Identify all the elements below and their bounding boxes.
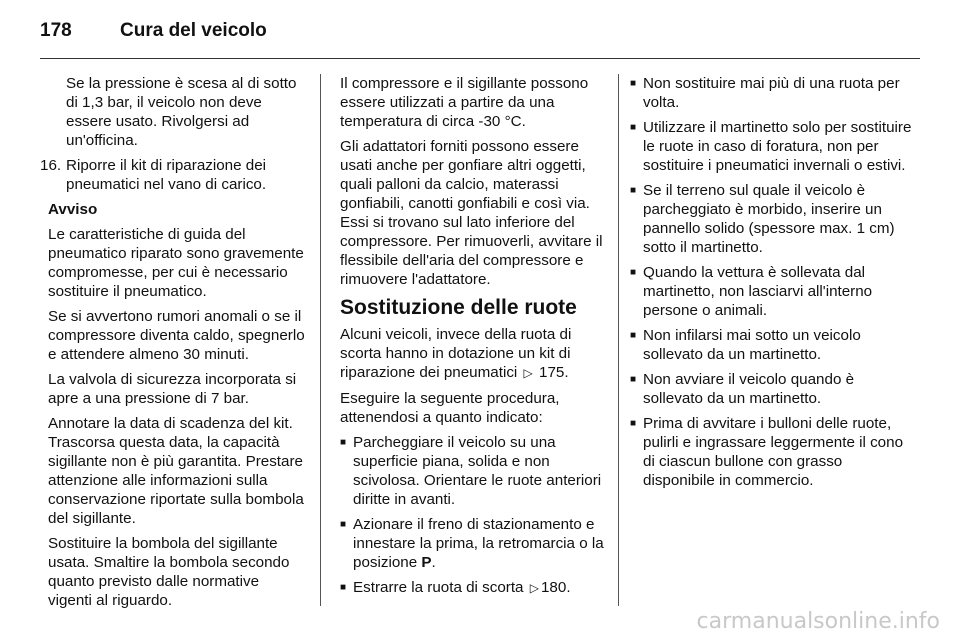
list-item-text: Prima di avvitare i bulloni delle ruote, pulirli e ingrassare leggermente il cono di ciascun bullone con grasso disponibile in commercio. xyxy=(643,415,904,489)
list-item xyxy=(340,433,606,509)
bullet-icon: ■ xyxy=(630,418,637,429)
column-divider-1 xyxy=(320,74,321,606)
column-1 xyxy=(40,74,306,616)
notice-paragraph: Sostituire la bombola del sigillante usata. Smaltire la bombola secondo quanto previsto dalle normative vigenti al riguardo. xyxy=(48,535,290,609)
chapter-title: Cura del veicolo xyxy=(120,20,267,41)
column-3 xyxy=(630,74,912,496)
bullet-icon: ■ xyxy=(630,330,637,341)
list-item-text: Quando la vettura è sollevata dal martinetto, non lasciarvi all'interno persone o animali. xyxy=(643,264,873,319)
paragraph: Eseguire la seguente procedura, attenendosi a quanto indicato: xyxy=(340,390,560,426)
list-item-text: Parcheggiare il veicolo su una superficie piana, solida e non scivolosa. Orientare le ruote anteriori diritte in avanti. xyxy=(353,434,602,508)
step-16 xyxy=(40,156,306,194)
page-header xyxy=(40,20,267,50)
bullet-icon: ■ xyxy=(630,185,637,196)
list-item xyxy=(630,74,912,112)
paragraph-text: Alcuni veicoli, invece della ruota di scorta hanno in dotazione un kit di riparazione dei pneumatici xyxy=(340,326,572,381)
gear-position: P xyxy=(421,554,432,571)
notice-title: Avviso xyxy=(48,201,98,218)
list-item-text: Se il terreno sul quale il veicolo è parcheggiato è morbido, inserire un pannello solido (spessore max. 1 cm) sotto il martinetto. xyxy=(643,182,895,256)
step-number: 16. xyxy=(40,157,62,174)
list-item xyxy=(630,370,912,408)
list-item-text: Utilizzare il martinetto solo per sostituire le ruote in caso di foratura, non per sostituire i pneumatici invernali o estivi. xyxy=(643,119,912,174)
paragraph xyxy=(340,325,606,383)
list-item-text-end: . xyxy=(431,554,436,571)
notice-paragraph: Se si avvertono rumori anomali o se il compressore diventa caldo, spegnerlo e attendere almeno 30 minuti. xyxy=(48,308,305,363)
step-text: Riporre il kit di riparazione dei pneumatici nel vano di carico. xyxy=(66,157,267,193)
bullet-icon: ■ xyxy=(630,78,637,89)
list-item-text-main: Azionare il freno di stazionamento e innestare la prima, la retromarcia o la posizione xyxy=(353,516,604,571)
list-item xyxy=(630,181,912,257)
list-item xyxy=(630,326,912,364)
bullet-icon: ■ xyxy=(340,519,347,530)
list-item xyxy=(340,578,606,598)
column-divider-2 xyxy=(618,74,619,606)
list-item-text: Non infilarsi mai sotto un veicolo sollevato da un martinetto. xyxy=(643,327,861,363)
bullet-icon: ■ xyxy=(630,374,637,385)
list-item xyxy=(340,515,606,572)
list-item-text xyxy=(353,515,606,572)
header-rule xyxy=(40,58,920,59)
column-2 xyxy=(340,74,606,604)
bullet-icon: ■ xyxy=(340,582,347,593)
paragraph: Il compressore e il sigillante possono essere utilizzati a partire da una temperatura di circa -30 °C. xyxy=(340,75,589,130)
notice-paragraph: La valvola di sicurezza incorporata si apre a una pressione di 7 bar. xyxy=(48,371,297,407)
section-heading: Sostituzione delle ruote xyxy=(340,296,577,319)
list-item-text: Non avviare il veicolo quando è sollevato da un martinetto. xyxy=(643,371,855,407)
page-reference-icon: ▷ xyxy=(529,581,539,595)
notice-paragraph: Le caratteristiche di guida del pneumatico riparato sono gravemente compromesse, per cui è necessario sostituire il pneumatico. xyxy=(48,226,304,300)
paragraph: Gli adattatori forniti possono essere usati anche per gonfiare altri oggetti, quali palloni da calcio, materassi gonfiabili, canotti gonfiabili e così via. Essi si trovano sul lato inferiore del compressore. Per rimuoverli, avvitare il flessibile dell'aria del compressore e rimuovere l'adattatore. xyxy=(340,138,603,288)
list-item xyxy=(630,263,912,320)
page-reference-icon: ▷ xyxy=(523,366,533,380)
list-item xyxy=(630,118,912,175)
page-reference[interactable]: 175. xyxy=(539,364,569,381)
bullet-icon: ■ xyxy=(630,122,637,133)
list-item-text xyxy=(353,578,606,598)
notice-paragraph: Annotare la data di scadenza del kit. Trascorsa questa data, la capacità sigillante non è più garantita. Prestare attenzione alle informazioni sulla conservazione riportate sulla bombola del sigillante. xyxy=(48,415,304,527)
list-item-text: Non sostituire mai più di una ruota per volta. xyxy=(643,75,900,111)
page-number: 178 xyxy=(40,20,72,41)
page-reference[interactable]: 180. xyxy=(540,579,571,596)
notice-block xyxy=(40,200,306,610)
watermark: carmanualsonline.info xyxy=(696,609,940,634)
step-continuation: Se la pressione è scesa al di sotto di 1,3 bar, il veicolo non deve essere usato. Rivolgersi ad un'officina. xyxy=(66,75,297,149)
list-item xyxy=(630,414,912,490)
bullet-icon: ■ xyxy=(340,437,347,448)
bullet-icon: ■ xyxy=(630,267,637,278)
list-item-text-main: Estrarre la ruota di scorta xyxy=(353,579,524,596)
